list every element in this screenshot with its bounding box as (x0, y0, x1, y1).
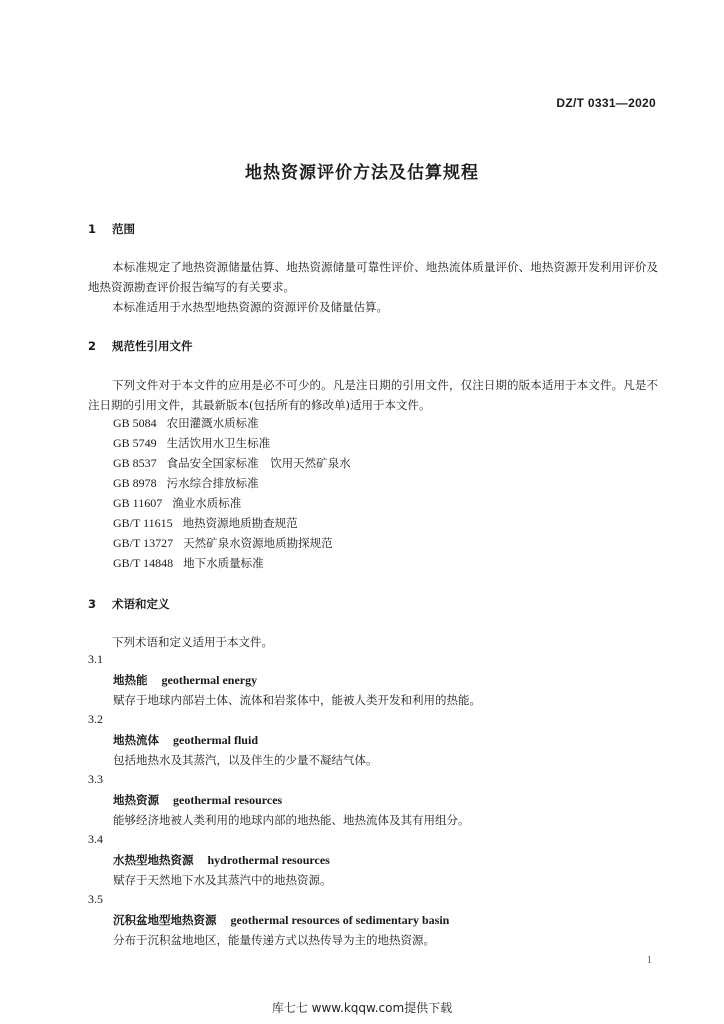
reference-item (113, 515, 298, 531)
reference-item (113, 535, 333, 551)
term-number: 3.5 (88, 892, 103, 906)
reference-name: 污水综合排放标准 (166, 476, 259, 490)
reference-item (113, 455, 351, 471)
term-definition: 包括地热水及其蒸汽，以及伴生的少量不凝结气体。 (113, 753, 378, 767)
reference-code: GB/T 14848 (113, 556, 174, 570)
term-definition: 分布于沉积盆地地区，能量传递方式以热传导为主的地热资源。 (113, 933, 435, 947)
reference-item (113, 435, 270, 451)
term-definition: 赋存于地球内部岩土体、流体和岩浆体中，能被人类开发和利用的热能。 (113, 693, 481, 707)
term-name-en: geothermal resources (173, 793, 283, 807)
term-number: 3.4 (88, 832, 103, 846)
download-footer[interactable]: 库七七 www.kqqw.com提供下载 (271, 1001, 453, 1015)
document-title: 地热资源评价方法及估算规程 (245, 163, 479, 183)
section-title: 范围 (112, 222, 136, 236)
term-name (113, 912, 449, 928)
term-name-en: geothermal fluid (173, 733, 258, 747)
reference-code: GB 5084 (113, 416, 157, 430)
term-name (113, 792, 282, 808)
reference-name: 农田灌溉水质标准 (166, 416, 259, 430)
term-definition: 能够经济地被人类利用的地球内部的地热能、地热流体及其有用组分。 (113, 813, 470, 827)
term-name-cn: 沉积盆地型地热资源 (113, 913, 217, 927)
reference-name: 地下水质量标准 (183, 556, 264, 570)
reference-item (113, 495, 241, 511)
reference-code: GB/T 11615 (113, 516, 173, 530)
term-name-cn: 水热型地热资源 (113, 853, 194, 867)
term-name-cn: 地热能 (113, 673, 148, 687)
reference-code: GB 8537 (113, 456, 157, 470)
term-number: 3.2 (88, 712, 103, 726)
reference-name: 天然矿泉水资源地质勘探规范 (183, 536, 333, 550)
paragraph: 本标准适用于水热型地热资源的资源评价及储量估算。 (112, 300, 388, 314)
section-heading-normative-references (88, 338, 193, 354)
term-name (113, 732, 258, 748)
standard-code: DZ/T 0331—2020 (556, 96, 656, 110)
reference-item (113, 415, 259, 431)
reference-code: GB 8978 (113, 476, 157, 490)
reference-item (113, 555, 264, 571)
section-number: 3 (88, 597, 97, 611)
paragraph: 下列术语和定义适用于本文件。 (112, 635, 273, 649)
reference-name: 地热资源地质勘查规范 (182, 516, 298, 530)
term-number: 3.1 (88, 652, 103, 666)
term-name-cn: 地热流体 (113, 733, 159, 747)
reference-code: GB 5749 (113, 436, 157, 450)
section-heading-scope (88, 221, 135, 237)
reference-code: GB 11607 (113, 496, 163, 510)
term-definition: 赋存于天然地下水及其蒸汽中的地热资源。 (113, 873, 332, 887)
reference-code: GB/T 13727 (113, 536, 174, 550)
term-name (113, 852, 330, 868)
section-title: 术语和定义 (112, 597, 170, 611)
term-name-en: geothermal energy (161, 673, 258, 687)
term-name-en: hydrothermal resources (207, 853, 330, 867)
term-name-cn: 地热资源 (113, 793, 159, 807)
reference-name: 生活饮用水卫生标准 (166, 436, 271, 450)
term-name-en: geothermal resources of sedimentary basin (230, 913, 450, 927)
section-title: 规范性引用文件 (112, 339, 193, 353)
term-name (113, 672, 257, 688)
paragraph: 下列文件对于本文件的应用是必不可少的。凡是注日期的引用文件，仅注日期的版本适用于本文件。凡是不注日期的引用文件，其最新版本(包括所有的修改单)适用于本文件。 (88, 378, 658, 412)
reference-item (113, 475, 259, 491)
section-number: 2 (88, 339, 97, 353)
term-number: 3.3 (88, 772, 103, 786)
section-heading-terms (88, 596, 170, 612)
section-number: 1 (88, 222, 97, 236)
paragraph: 本标准规定了地热资源储量估算、地热资源储量可靠性评价、地热流体质量评价、地热资源开发利用评价及地热资源勘查评价报告编写的有关要求。 (88, 260, 658, 294)
page-number: 1 (646, 954, 652, 966)
reference-name: 渔业水质标准 (172, 496, 242, 510)
reference-name: 食品安全国家标准 饮用天然矿泉水 (166, 456, 351, 470)
